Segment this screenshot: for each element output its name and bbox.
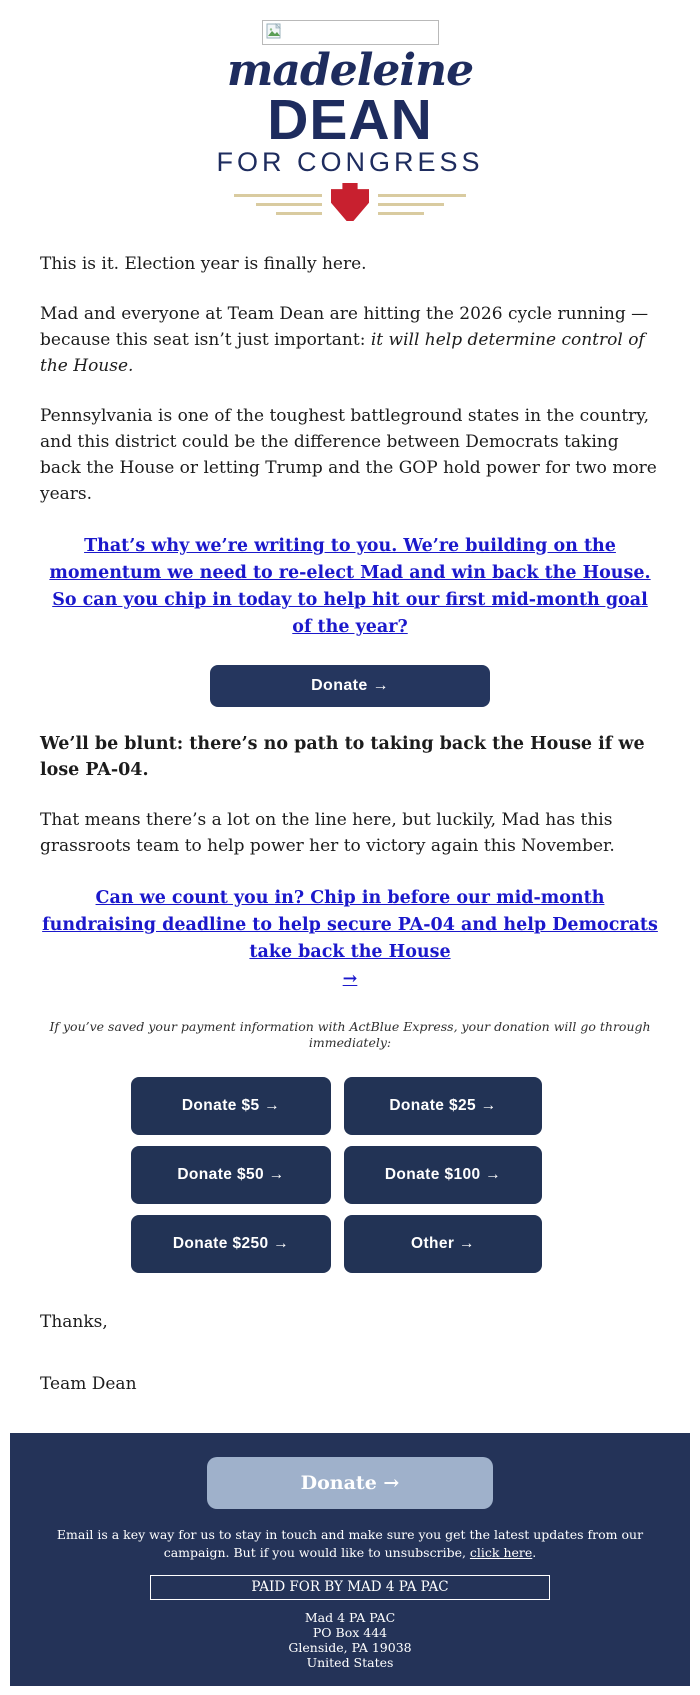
campaign-logo xyxy=(0,47,700,227)
broken-image-icon xyxy=(266,23,282,43)
actblue-express-note: If you’ve saved your payment information with ActBlue Express, your donation will go through immediately: xyxy=(49,1019,651,1050)
address-line: Glenside, PA 19038 xyxy=(288,1640,412,1655)
donate-button-main[interactable]: Donate → xyxy=(210,665,490,707)
logo-decoration xyxy=(0,181,700,227)
donation-link-paragraph-1 xyxy=(40,533,660,641)
paragraph-cycle: Mad and everyone at Team Dean are hitting the 2026 cycle running — because this seat isn’t just important: it will help determine control of the House. xyxy=(40,304,649,376)
closing-thanks: Thanks, xyxy=(40,1312,108,1332)
paragraph-grassroots: That means there’s a lot on the line here, but luckily, Mad has this grassroots team to help power her to victory again this November. xyxy=(40,810,615,856)
deco-lines-right xyxy=(378,194,466,215)
donate-other-button[interactable]: Other → xyxy=(344,1215,542,1273)
address-line: Mad 4 PA PAC xyxy=(304,1610,396,1625)
paragraph-blunt: We’ll be blunt: there’s no path to taking back the House if we lose PA-04. xyxy=(40,734,645,780)
email-footer xyxy=(10,1433,690,1686)
paragraph-intro: This is it. Election year is finally here. xyxy=(40,254,367,274)
unsubscribe-text: Email is a key way for us to stay in touch and make sure you get the latest updates from our campaign. But if you would like to unsubscribe, click here. xyxy=(56,1527,644,1560)
donate-50-button[interactable]: Donate $50 → xyxy=(131,1146,331,1204)
unsubscribe-link[interactable]: click here xyxy=(469,1545,533,1560)
mailing-address xyxy=(10,1610,690,1670)
paragraph-pennsylvania: Pennsylvania is one of the toughest battleground states in the country, and this district could be the difference between Democrats taking back the House or letting Trump and the GOP hold power for two more years. xyxy=(40,406,657,504)
paid-for-disclaimer: PAID FOR BY MAD 4 PA PAC xyxy=(150,1575,550,1600)
closing-signature: Team Dean xyxy=(40,1374,137,1394)
donate-100-button[interactable]: Donate $100 → xyxy=(344,1146,542,1204)
address-line: United States xyxy=(306,1655,394,1670)
donate-25-button[interactable]: Donate $25 → xyxy=(344,1077,542,1135)
arrow-line: → xyxy=(342,969,358,989)
deco-lines-left xyxy=(234,194,322,215)
donation-link-paragraph-2 xyxy=(40,885,660,993)
logo-tagline: FOR CONGRESS xyxy=(216,147,484,177)
keystone-icon xyxy=(331,181,369,227)
broken-image-placeholder xyxy=(262,20,439,45)
chip-in-link-1[interactable]: That’s why we’re writing to you. We’re building on the momentum we need to re-elect Mad and win back the House. So can you chip in today to help hit our first mid-month goal of the year? xyxy=(49,536,651,637)
donation-amount-grid xyxy=(131,1077,542,1273)
address-line: PO Box 444 xyxy=(312,1625,388,1640)
logo-last-name: DEAN xyxy=(267,88,433,152)
italic-emphasis: it will help determine control of the House. xyxy=(40,330,645,376)
donate-5-button[interactable]: Donate $5 → xyxy=(131,1077,331,1135)
donate-250-button[interactable]: Donate $250 → xyxy=(131,1215,331,1273)
chip-in-link-2[interactable]: Can we count you in? Chip in before our mid-month fundraising deadline to help secure PA-04 and help Democrats take back the House → xyxy=(40,888,660,993)
donate-button-footer[interactable]: Donate → xyxy=(207,1457,493,1509)
logo-first-name: madeleine xyxy=(226,45,474,96)
